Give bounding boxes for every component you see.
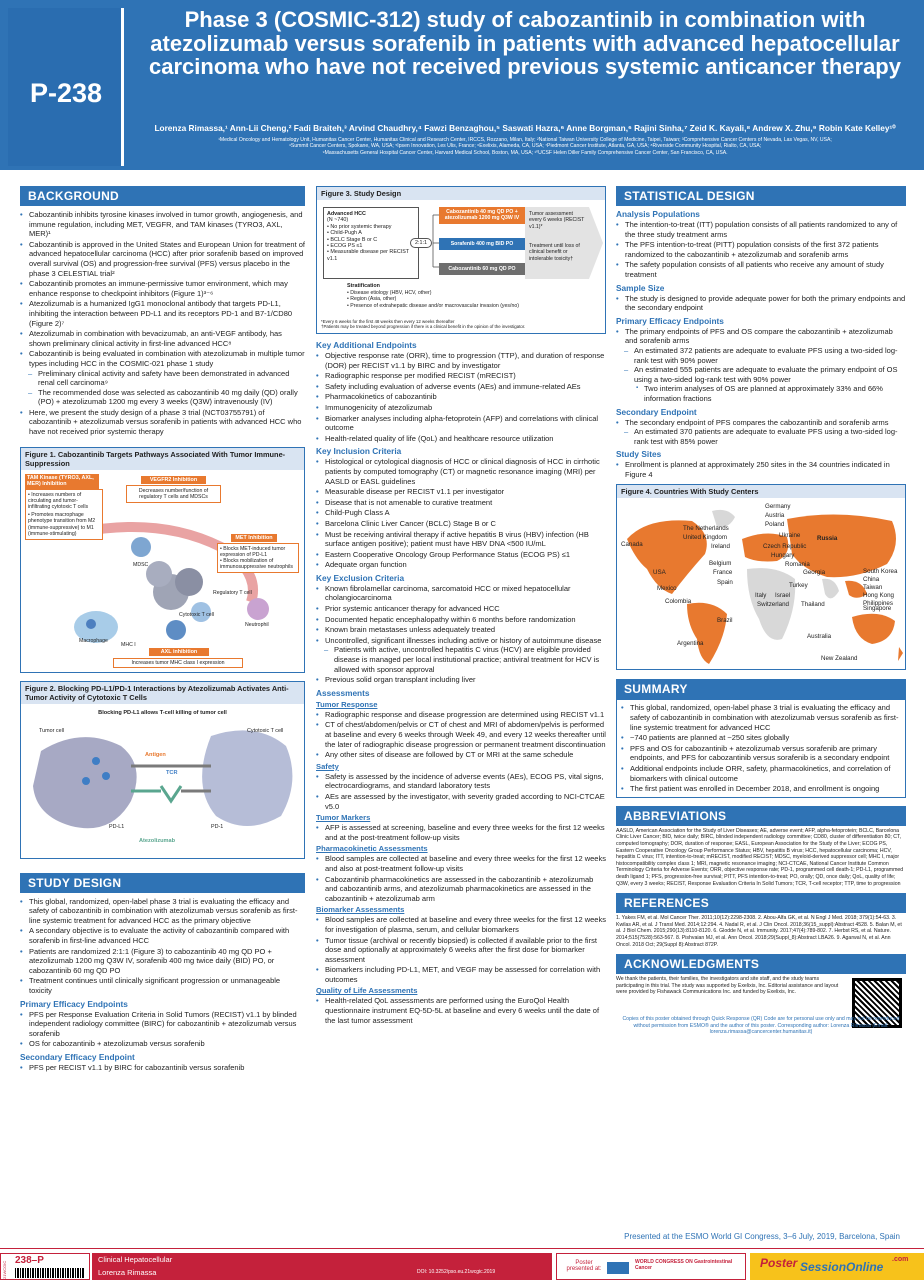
acknowledgments-text: We thank the patients, their families, the investigators and site staff, and the study teams participating in this trial. The study was supported by Exelixis, Inc. Editorial assistance and layout were provided by Fishawack Communications Inc. and funded by Exelixis, Inc. — [616, 976, 839, 996]
list-item: • Known fibrolamellar carcinoma, sarcomatoid HCC or mixed hepatocellular cholangiocarcinoma — [316, 584, 606, 603]
stratification-factor: • Disease etiology (HBV, HCV, other) — [347, 290, 432, 296]
qol-subhead: Quality of Life Assessments — [316, 986, 418, 996]
population-criterion: • BCLC Stage B or C — [327, 236, 378, 243]
factor-text: Region (Asia, other) — [350, 296, 397, 303]
list-item: • Health-related quality of life (QoL) and healthcare resource utilization — [316, 434, 606, 444]
country-label: Mexico — [657, 585, 677, 593]
criterion-text: BCLC Stage B or C — [330, 236, 378, 243]
sample-size-subhead: Sample Size — [616, 282, 665, 293]
pd-l1-label: PD-L1 — [109, 823, 125, 830]
met-label: MET Inhibition — [231, 534, 277, 542]
criterion-text: Measurable disease per RECIST v1.1 — [327, 249, 410, 262]
figure-2 — [20, 681, 305, 859]
macrophage-label: Macrophage — [79, 637, 108, 644]
country-label: Belgium — [709, 560, 732, 568]
neutrophil-label: Neutrophil — [245, 621, 269, 628]
footnote: †Patients may be treated beyond progression if there is a clinical benefit in the opinion of the investigator. — [321, 324, 526, 330]
tumor-cell-label: Tumor cell — [39, 727, 64, 734]
treg-label: Regulatory T cell — [213, 589, 252, 596]
list-item: • Prior systemic anticancer therapy for advanced HCC — [316, 604, 606, 614]
country-label: Turkey — [789, 582, 808, 590]
sub-list — [625, 346, 906, 404]
country-label: Georgia — [803, 569, 826, 577]
list-item-text: Cabozantinib is being evaluated in combination with atezolizumab in multiple tumor types including HCC in the COSMIC-021 phase 1 study — [29, 349, 305, 368]
authors: Lorenza Rimassa,¹ Ann-Lii Cheng,² Fadi Braiteh,³ Arvind Chaudhry,⁴ Fawzi Benzaghou,⁵ Saswati Hazra,⁶ Anne Borgman,⁶ Rajini Sinha,⁷ Zeid K. Kayali,⁸ Andrew X. Zhu,⁹ Robin Kate Kelley¹⁰ — [154, 123, 896, 133]
list-item: • Cabozantinib is approved in the United States and European Union for treatment of advanced hepatocellular carcinoma (HCC) after prior sorafenib based on improved overall survival (OS) and progression-free survival (PFS) versus placebo in the phase 3 CELESTIAL trial² — [20, 240, 305, 278]
list-item: • Immunogenicity of atezolizumab — [316, 403, 606, 413]
country-label: Singapore — [863, 605, 892, 613]
copies-text: Copies of this poster obtained through Quick Response (QR) Code are for personal use only and may not be reproduced without permission from ESMO® and the author of this poster. Corresponding author: Lorenza Rimassa (Email: lorenza.rimassa@cancercenter.humanitas.it) — [622, 1016, 900, 1036]
list-item: • PFS and OS for cabozantinib + atezolizumab versus sorafenib are primary endpoints, and PFS for cabozantinib versus sorafenib is a secondary endpoint — [621, 744, 901, 763]
list-item: • Health-related QoL assessments are performed using the EuroQol Health questionnaire instrument EQ-5D-5L at baseline and every 6 weeks until the date of the last tumor assessment — [316, 996, 606, 1025]
list-item: • Histological or cytological diagnosis of HCC or clinical diagnosis of HCC in cirrhotic patients by computed tomography (CT) or magnetic resonance imaging (MRI) per AASLD or EASL guidelines — [316, 457, 606, 486]
tam-box — [25, 489, 103, 540]
primary-endpoints-subhead: Primary Efficacy Endpoints — [20, 998, 128, 1009]
list-item: • Adequate organ function — [316, 560, 606, 570]
sub-list-item — [616, 365, 906, 403]
criterion-text: Child-Pugh A — [330, 230, 362, 237]
tcr-label: TCR — [166, 769, 178, 776]
right-column — [616, 186, 906, 1054]
treatment-until: Treatment until loss of clinical benefit or intolerable toxicity† — [529, 243, 580, 262]
safety-subhead: Safety — [316, 761, 339, 771]
study-design-list — [20, 897, 305, 996]
stratification-factor: • Presence of extrahepatic disease and/or macrovascular invasion (yes/no) — [347, 302, 519, 309]
poster-header — [0, 0, 924, 170]
country-label: Czech Republic — [763, 543, 807, 551]
tumor-markers-list — [316, 823, 606, 842]
affiliations-line: ¹Medical Oncology and Hematology Unit, Humanitas Cancer Center, Humanitas Clinical and Research Center, IRCCS, Rozzano, Milan, Italy; ²National Taiwan University College of Medicine, Taipei, Taiwan; ³Comprehensive Cancer Centers of Nevada, Las Vegas, NV, USA; — [218, 137, 832, 143]
list-item: • PFS per Response Evaluation Criteria in Solid Tumors (RECIST) v1.1 by blinded independent radiology committee (BIRC) for cabozantinib + atezolizumab versus sorafenib — [20, 1010, 305, 1039]
primary-endpoints-list — [20, 1010, 305, 1049]
sub-sub-list-item: ▪ Two interim analyses of OS are planned at approximately 33% and 66% information fractions — [616, 384, 906, 403]
country-label: Brazil — [717, 617, 733, 625]
biomarker-list — [316, 915, 606, 984]
list-item: • Cabozantinib pharmacokinetics are assessed in the cabozantinib + atezolizumab and cabozantinib arms, and atezolizumab pharmacokinetics are assessed in the cabozantinib + atezolizumab arm — [316, 875, 606, 904]
ctc-label: Cytotoxic T cell — [179, 611, 214, 618]
factor-text: Presence of extrahepatic disease and/or macrovascular invasion (yes/no) — [350, 302, 519, 309]
list-item: • Tumor tissue (archival or recently biopsied) is collected if available prior to the first dose and optionally at approximately 6 weeks after the first dose for biomarker assessment — [316, 936, 606, 965]
biomarker-subhead: Biomarker Assessments — [316, 905, 405, 915]
list-item: • ~740 patients are planned at ~250 sites globally — [621, 733, 901, 743]
acknowledgments-heading: ACKNOWLEDGMENTS — [616, 954, 906, 974]
population-criterion: • Measurable disease per RECIST v1.1 — [327, 249, 410, 262]
sub-list-item-text: An estimated 555 patients are adequate to evaluate the primary endpoint of OS using a two-sided log-rank test with 90% power — [634, 365, 898, 384]
tumor-assessment: Tumor assessment every 6 weeks (RECIST v1.1)* — [529, 211, 585, 230]
list-item: • Treatment continues until clinically significant progression or unmanageable toxicity — [20, 976, 305, 995]
country-label: Spain — [717, 579, 733, 587]
population-n: (N ~740) — [327, 217, 349, 224]
list-item: • OS for cabozantinib + atezolizumab versus sorafenib — [20, 1039, 305, 1049]
country-label: Australia — [807, 633, 832, 641]
list-item: • Previous solid organ transplant including liver — [316, 675, 606, 685]
poster-number: 238–P — [15, 1255, 44, 1266]
population-criterion: • ECOG PS ≤1 — [327, 243, 363, 250]
list-item: • The intention-to-treat (ITT) population consists of all patients randomized to any of the three study treatment arms — [616, 220, 906, 239]
met-box — [217, 543, 299, 574]
summary-box — [616, 699, 906, 797]
country-label: Argentina — [677, 640, 704, 648]
figure-1-title: Figure 1. Cabozantinib Targets Pathways Associated With Tumor Immune-Suppression — [21, 448, 304, 470]
met-point: • Blocks mobilization of immunosuppressive neutrophils — [220, 558, 293, 571]
key-exclusion-list — [316, 584, 606, 685]
country-label: Ukraine — [779, 532, 801, 540]
doi: DOI: 10.3252/pso.eu.21wcgic.2019 — [417, 1269, 496, 1275]
list-item: • Enrollment is planned at approximately 250 sites in the 34 countries indicated in Figure 4 — [616, 460, 906, 479]
references-text: 1. Yakes FM, et al. Mol Cancer Ther. 2011;10(12):2298-2308. 2. Abou-Alfa GK, et al. N Engl J Med. 2018; 379(1):54-63. 3. Kwilas AR, et al. J Transl Med. 2014;12:294. 4. Nadal R, et al. J Clin Oncol. 2018;36(15_suppl):Abstract 4528. 5. Balan M, et al. J Biol Chem. 2015;290(13):8110-8120. 6. Glodde N, et al. Immunity. 2017;47(4):789-802. 7. Herbst RS, et al. Nature. 2014;515(7528):563-567. 8. Pishvaian MJ, et al. Ann Oncol. 2018;29(Suppl_8):Abstract LBA26. 9. Agarwal N, et al. Ann Oncol. 2018 Oct; 29(Suppl 8):Abstract 872P. — [616, 915, 902, 948]
footer-band — [92, 1253, 552, 1280]
population-criterion: • Child-Pugh A — [327, 230, 362, 237]
list-item: • Additional endpoints include ORR, safety, pharmacokinetics, and correlation of biomarkers with clinical outcome — [621, 764, 901, 783]
country-label: New Zealand — [821, 655, 858, 663]
figure-1 — [20, 447, 305, 673]
mdsc-label: MDSC — [133, 561, 149, 568]
stat-primary-endpoints-subhead: Primary Efficacy Endpoints — [616, 315, 724, 326]
list-item-text: The primary endpoints of PFS and OS compare the cabozantinib + atezolizumab and sorafenib arms — [625, 326, 893, 346]
arm-sorafenib: Sorafenib 400 mg BID PO — [439, 238, 525, 250]
figure-1-diagram — [21, 472, 304, 672]
figure-3-title: Figure 3. Study Design — [317, 187, 605, 200]
list-item: • Radiographic response and disease progression are determined using RECIST v1.1 — [316, 710, 606, 720]
sub-list-item: – Patients with active, uncontrolled hepatitis C virus (HCV) are eligible provided disease is managed per local institutional practice; antiviral treatment for HCV is allowed with sponsor approval — [316, 645, 606, 674]
barcode — [15, 1268, 85, 1278]
country-label: Ireland — [711, 543, 730, 551]
pk-list — [316, 854, 606, 903]
list-item: • The PFS intention-to-treat (PITT) population consists of the first 372 patients randomized to the cabozantinib + atezolizumab and sorafenib arms — [616, 240, 906, 259]
figure-3 — [316, 186, 606, 334]
population-criterion: • No prior systemic therapy — [327, 223, 392, 230]
sub-list — [29, 369, 305, 407]
list-item: • This global, randomized, open-label phase 3 trial is evaluating the efficacy and safety of cabozantinib in combination with atezolizumab versus sorafenib as first-line systemic treatment for advanced HCC — [621, 703, 901, 732]
mhc-label: MHC I — [121, 641, 136, 648]
affiliations-line: ⁴Summit Cancer Centers, Spokane, WA, USA; ⁵Ipsen Innovation, Les Ulis, France; ⁶Exelixis, Alameda, CA, USA; ⁷Piedmont Cancer Institute, Atlanta, GA, USA; ⁸Riverside Community Hospital, Rialto, CA, USA; — [288, 143, 762, 150]
tumor-markers-subhead: Tumor Markers — [316, 813, 371, 823]
sub-sub-list — [634, 384, 906, 403]
figure-4 — [616, 484, 906, 670]
tam-point-text: Increases numbers of circulating and tumor-infiltrating cytotoxic T cells — [28, 491, 89, 511]
key-additional-endpoints-list — [316, 351, 606, 443]
poster-code-box — [8, 8, 124, 166]
list-item — [316, 636, 606, 674]
list-item: • Any other sites of disease are followed by CT or MRI at the same schedule — [316, 750, 606, 760]
affiliations-line: ⁹Massachusetts General Hospital Cancer Center, Harvard Medical School, Boston, MA, USA; ¹⁰UCSF Helen Diller Family Comprehensive Cancer Center, San Francisco, CA, USA. — [322, 149, 728, 156]
key-exclusion-subhead: Key Exclusion Criteria — [316, 572, 405, 583]
key-additional-endpoints-subhead: Key Additional Endpoints — [316, 340, 417, 350]
assessments-subhead: Assessments — [316, 687, 370, 698]
sub-list-item: – Preliminary clinical activity and safety have been demonstrated in advanced renal cell carcinoma⁹ — [20, 369, 305, 388]
key-inclusion-subhead: Key Inclusion Criteria — [316, 446, 402, 457]
list-item: • PFS per RECIST v1.1 by BIRC for cabozantinib versus sorafenib — [20, 1063, 305, 1073]
country-label: Switzerland — [757, 601, 789, 609]
qol-list — [316, 996, 606, 1025]
population-box — [323, 207, 419, 279]
poster-number-box — [0, 1253, 90, 1280]
abbreviations-text: AASLD, American Association for the Study of Liver Diseases; AE, adverse event; AFP, alpha-fetoprotein; BCLC, Barcelona Clinic Liver Cancer; BID, twice daily; BIRC, blinded independent radiology committee; CD80, cluster of differentiation 80; CT, computed tomography; DOR, duration of response; EASL, European Association for the Study of the Liver; ECOG PS, Eastern Cooperative Oncology Group Performance Status; HBV, hepatitis B virus; HCC, hepatocellular carcinoma; HCV, hepatitis C virus; ITT, intention-to-treat; mRECIST, modified RECIST; MDSC, myeloid-derived suppressor cell; MHC I, major histocompatibility complex class 1; MRI, magnetic resonance imaging; NCI-CTCAE, National Cancer Institute Common Terminology Criteria for Adverse Events; ORR, objective response rate; PD-1, programmed cell death-1; PD-L1, programmed death ligand 1; PFS, progression-free survival; PITT, PFS intention-to-treat; PO, orally; QD, once daily; QoL, quality of life; Q3W, every 3 weeks; RECIST, Response Evaluation Criteria In Solid Tumors; TCR, T-cell receptor; TTP, time to progression — [616, 827, 904, 887]
list-item — [616, 418, 906, 447]
list-item-text: Uncontrolled, significant illnesses including active or history of autoimmune disease — [325, 635, 602, 645]
figure-2-subtitle: Blocking PD-L1 allows T-cell killing of tumor cell — [98, 709, 227, 716]
summary-list — [621, 703, 901, 793]
country-label: France — [713, 569, 733, 577]
stratification-list — [347, 290, 519, 309]
sub-list-item: – The recommended dose was selected as cabozantinib 40 mg daily (QD) orally (PO) + atezolizumab 1200 mg every 3 weeks (Q3W) intravenously (IV) — [20, 388, 305, 407]
figure-2-diagram — [21, 706, 304, 858]
analysis-populations-list — [616, 220, 906, 280]
pd-1-label: PD-1 — [211, 823, 224, 830]
list-item: • Documented hepatic encephalopathy within 6 months before randomization — [316, 615, 606, 625]
list-item: • Here, we present the study design of a phase 3 trial (NCT03755791) of cabozantinib + atezolizumab versus sorafenib in patients with advanced HCC who have not received prior systemic therapy — [20, 408, 305, 437]
references-heading: REFERENCES — [616, 893, 906, 913]
list-item: • AEs are assessed by the investigator, with severity graded according to NCI-CTCAE v5.0 — [316, 792, 606, 811]
tam-point: • Promotes macrophage phenotype transition from M2 (immune-suppressive) to M1 (immune-stimulating) — [28, 512, 96, 537]
list-item: • Known brain metastases unless adequately treated — [316, 625, 606, 635]
vegfr-label: VEGFR2 Inhibition — [141, 476, 206, 484]
psol-word-2: SessionOnline — [800, 1260, 884, 1274]
list-item: • The first patient was enrolled in December 2018, and enrollment is ongoing — [621, 784, 901, 794]
list-item: • CT of chest/abdomen/pelvis or CT of chest and MRI of abdomen/pelvis is performed at baseline and every 6 weeks through Week 49, and every 12 weeks thereafter until the later of radiographic disease progression or permanent treatment discontinuation — [316, 720, 606, 749]
tumor-response-subhead: Tumor Response — [316, 699, 378, 709]
list-item: • Eastern Cooperative Oncology Group Performance Status (ECOG PS) ≤1 — [316, 550, 606, 560]
criterion-text: ECOG PS ≤1 — [330, 243, 363, 250]
arm-cabo-atezo: Cabozantinib 40 mg QD PO + atezolizumab 1200 mg Q3W IV — [439, 207, 525, 224]
sample-size-list — [616, 294, 906, 313]
country-label: Taiwan — [863, 584, 883, 592]
stat-secondary-endpoint-subhead: Secondary Endpoint — [616, 406, 697, 417]
psol-word-3: .com — [892, 1256, 909, 1263]
country-label: South Korea — [863, 568, 898, 576]
study-sites-list — [616, 460, 906, 479]
tam-point-text: Promotes macrophage phenotype transition from M2 (immune-suppressive) to M1 (immune-stimulating) — [28, 512, 96, 537]
pk-subhead: Pharmacokinetic Assessments — [316, 844, 428, 854]
country-label: The Netherlands — [683, 525, 729, 533]
list-item: • Patients are randomized 2:1:1 (Figure 3) to cabozantinib 40 mg QD PO + atezolizumab 1200 mg Q3W IV, sorafenib 400 mg twice daily (BID) PO, or cabozantinib 60 mg QD PO — [20, 947, 305, 976]
list-item: • The safety population consists of all patients who receive any amount of study treatment — [616, 260, 906, 279]
list-item-text: The secondary endpoint of PFS compares the cabozantinib and sorafenib arms — [625, 417, 889, 427]
list-item: • Measurable disease per RECIST v1.1 per investigator — [316, 487, 606, 497]
list-item: • Must be receiving antiviral therapy if active hepatitis B virus (HBV) infection (HB surface antigen positive); patient must have HBV DNA <500 IU/mL — [316, 530, 606, 549]
country-label: Hungary — [771, 552, 795, 560]
list-item: • Safety including evaluation of adverse events (AEs) and immune-related AEs — [316, 382, 606, 392]
congress-code: 21WCGIC — [2, 1260, 7, 1279]
list-item: • Biomarker analyses including alpha-fetoprotein (AFP) and correlations with clinical outcome — [316, 414, 606, 433]
list-item: • Cabozantinib inhibits tyrosine kinases involved in tumor growth, angiogenesis, and immune regulation, including MET, VEGFR, and TAM kinases (TYRO3, AXL, MER)¹ — [20, 210, 305, 239]
esmo-logo — [607, 1262, 629, 1274]
list-item: • Disease that is not amenable to curative treatment — [316, 498, 606, 508]
list-item: • Safety is assessed by the incidence of adverse events (AEs), ECOG PS, vital signs, electrocardiograms, and standard laboratory tests — [316, 772, 606, 791]
poster-category: Clinical Hepatocellular — [98, 1255, 173, 1264]
country-label: Poland — [765, 521, 785, 529]
background-heading: BACKGROUND — [20, 186, 305, 206]
list-item: • A secondary objective is to evaluate the activity of cabozantinib compared with sorafenib in first-line advanced HCC — [20, 926, 305, 945]
affiliations — [140, 137, 910, 156]
country-label: Germany — [765, 503, 791, 511]
randomization-ratio: 2:1:1 — [410, 238, 432, 248]
country-label: Hong Kong — [863, 592, 894, 600]
middle-column — [316, 186, 606, 1026]
country-label: Romania — [785, 561, 810, 569]
presented-at: Presented at the ESMO World GI Congress, 3–6 July, 2019, Barcelona, Spain — [624, 1232, 900, 1241]
country-label: Thailand — [801, 601, 825, 609]
list-item: • Atezolizumab in combination with bevacizumab, an anti-VEGF antibody, has shown preliminary clinical activity in first-line advanced HCC⁸ — [20, 329, 305, 348]
left-column — [20, 186, 305, 1074]
poster-title: Phase 3 (COSMIC-312) study of cabozantinib in combination with atezolizumab versus sorafenib in patients with advanced hepatocellular carcinoma who have not received previous systemic anticancer therapy — [149, 7, 901, 79]
country-label: Italy — [755, 592, 767, 600]
list-item: • This global, randomized, open-label phase 3 trial is evaluating the efficacy and safety of cabozantinib in combination with atezolizumab versus sorafenib as first-line systemic treatment for advanced HCC as the primary objective — [20, 897, 305, 926]
country-label: United Kingdom — [683, 534, 728, 542]
sub-list-item: – An estimated 370 patients are adequate to evaluate PFS using a two-sided log-rank test with 85% power — [616, 427, 906, 446]
axl-text: Increases tumor MHC class I expression — [113, 658, 243, 668]
poster-author: Lorenza Rimassa — [98, 1268, 157, 1277]
footer-divider — [0, 1248, 924, 1249]
country-labels — [617, 485, 905, 671]
stat-secondary-endpoint-list — [616, 418, 906, 447]
arm-cabo: Cabozantinib 60 mg QD PO — [439, 263, 525, 275]
criterion-text: No prior systemic therapy — [330, 223, 392, 230]
abbreviations-heading: ABBREVIATIONS — [616, 806, 906, 826]
figure-4-title: Figure 4. Countries With Study Centers — [617, 485, 905, 498]
vegfr-text: Decreases number/function of regulatory T cells and MDSCs — [126, 485, 221, 503]
key-inclusion-list — [316, 457, 606, 570]
list-item: • Blood samples are collected at baseline and every three weeks for the first 12 weeks for investigation of plasma, serum, and cellular biomarkers — [316, 915, 606, 934]
tumor-response-list — [316, 710, 606, 760]
psol-word-1: Poster — [760, 1256, 798, 1270]
atezolizumab-label: Atezolizumab — [139, 837, 176, 844]
figure-2-title: Figure 2. Blocking PD-L1/PD-1 Interactions by Atezolizumab Activates Anti-Tumor Activity of Cytotoxic T Cells — [21, 682, 304, 704]
list-item: • The study is designed to provide adequate power for both the primary endpoints and the secondary endpoint — [616, 294, 906, 313]
postersessiononline-logo[interactable] — [750, 1253, 924, 1280]
poster-code: P-238 — [29, 78, 103, 108]
met-point-text: Blocks mobilization of immunosuppressive neutrophils — [220, 558, 293, 571]
list-item: • AFP is assessed at screening, baseline and every three weeks for the first 12 weeks and at the post-treatment follow-up visits — [316, 823, 606, 842]
presented-box — [556, 1253, 746, 1280]
country-label: Philippines — [863, 600, 893, 608]
stat-primary-endpoints-list — [616, 327, 906, 404]
footnote: *Every 6 weeks for the first 48 weeks then every 12 weeks thereafter — [321, 319, 455, 324]
sub-list-item: – An estimated 372 patients are adequate to evaluate PFS using a two-sided log-rank test with 90% power — [616, 346, 906, 365]
list-item: • Radiographic response per modified RECIST (mRECIST) — [316, 371, 606, 381]
tam-point: • Increases numbers of circulating and tumor-infiltrating cytotoxic T cells — [28, 491, 89, 511]
safety-list — [316, 772, 606, 811]
statistical-design-heading: STATISTICAL DESIGN — [616, 186, 906, 206]
list-item: • Atezolizumab is a humanized IgG1 monoclonal antibody that targets PD-L1, inhibiting the interaction between PD-L1 and its receptors PD-1 and B7-1/CD80 (Figure 2)⁷ — [20, 299, 305, 328]
study-sites-subhead: Study Sites — [616, 449, 662, 460]
list-item: • Pharmacokinetics of cabozantinib — [316, 392, 606, 402]
country-label: Colombia — [665, 598, 692, 606]
country-label: Austria — [765, 512, 785, 520]
country-label: Canada — [621, 541, 643, 549]
secondary-endpoint-list — [20, 1063, 305, 1073]
acknowledgments-section — [616, 974, 906, 1054]
axl-label: AXL inhibition — [149, 648, 209, 656]
list-item: • Cabozantinib promotes an immune-permissive tumor environment, which may enhance response to checkpoint inhibitors (Figure 1)³⁻⁶ — [20, 279, 305, 298]
stratification-title: Stratification — [347, 283, 380, 289]
poster-presented-label: Poster presented at: — [566, 1260, 602, 1272]
met-point-text: Blocks MET-induced tumor expression of PD-L1 — [220, 545, 286, 558]
stratification-factor: • Region (Asia, other) — [347, 296, 397, 303]
list-item: • Barcelona Clinic Liver Cancer (BCLC) Stage B or C — [316, 519, 606, 529]
population-title: Advanced HCC — [327, 211, 366, 217]
list-item: • Blood samples are collected at baseline and every three weeks for the first 12 weeks and also at post-treatment follow-up visits — [316, 854, 606, 873]
figure-3-footnotes — [321, 319, 525, 329]
list-item: • Objective response rate (ORR), time to progression (TTP), and duration of response (DOR) per RECIST v1.1 by BIRC and by investigator — [316, 351, 606, 370]
list-item: • Child-Pugh Class A — [316, 508, 606, 518]
summary-heading: SUMMARY — [616, 679, 906, 699]
esmo-gi-logo: WORLD CONGRESS ON Gastrointestinal Cancer — [635, 1259, 733, 1271]
list-item — [616, 327, 906, 404]
antigen-label: Antigen — [145, 751, 166, 758]
sub-list — [625, 427, 906, 446]
country-label: USA — [653, 569, 666, 577]
met-point: • Blocks MET-induced tumor expression of PD-L1 — [220, 545, 286, 558]
list-item: • Biomarkers including PD-L1, MET, and VEGF may be assessed for correlation with outcomes — [316, 965, 606, 984]
cytotoxic-t-label: Cytotoxic T cell — [247, 727, 284, 734]
tam-label: TAM Kinase (TYRO3, AXL, MER) Inhibition — [25, 474, 99, 489]
factor-text: Disease etiology (HBV, HCV, other) — [350, 290, 432, 296]
analysis-populations-subhead: Analysis Populations — [616, 209, 700, 219]
country-label: China — [863, 576, 880, 584]
list-item — [20, 349, 305, 407]
study-design-heading: STUDY DESIGN — [20, 873, 305, 893]
footer — [0, 1253, 924, 1280]
country-label: Russia — [817, 535, 838, 543]
country-label: Israel — [775, 592, 791, 600]
secondary-endpoint-subhead: Secondary Efficacy Endpoint — [20, 1051, 135, 1062]
sub-list — [325, 645, 606, 674]
background-list — [20, 210, 305, 437]
